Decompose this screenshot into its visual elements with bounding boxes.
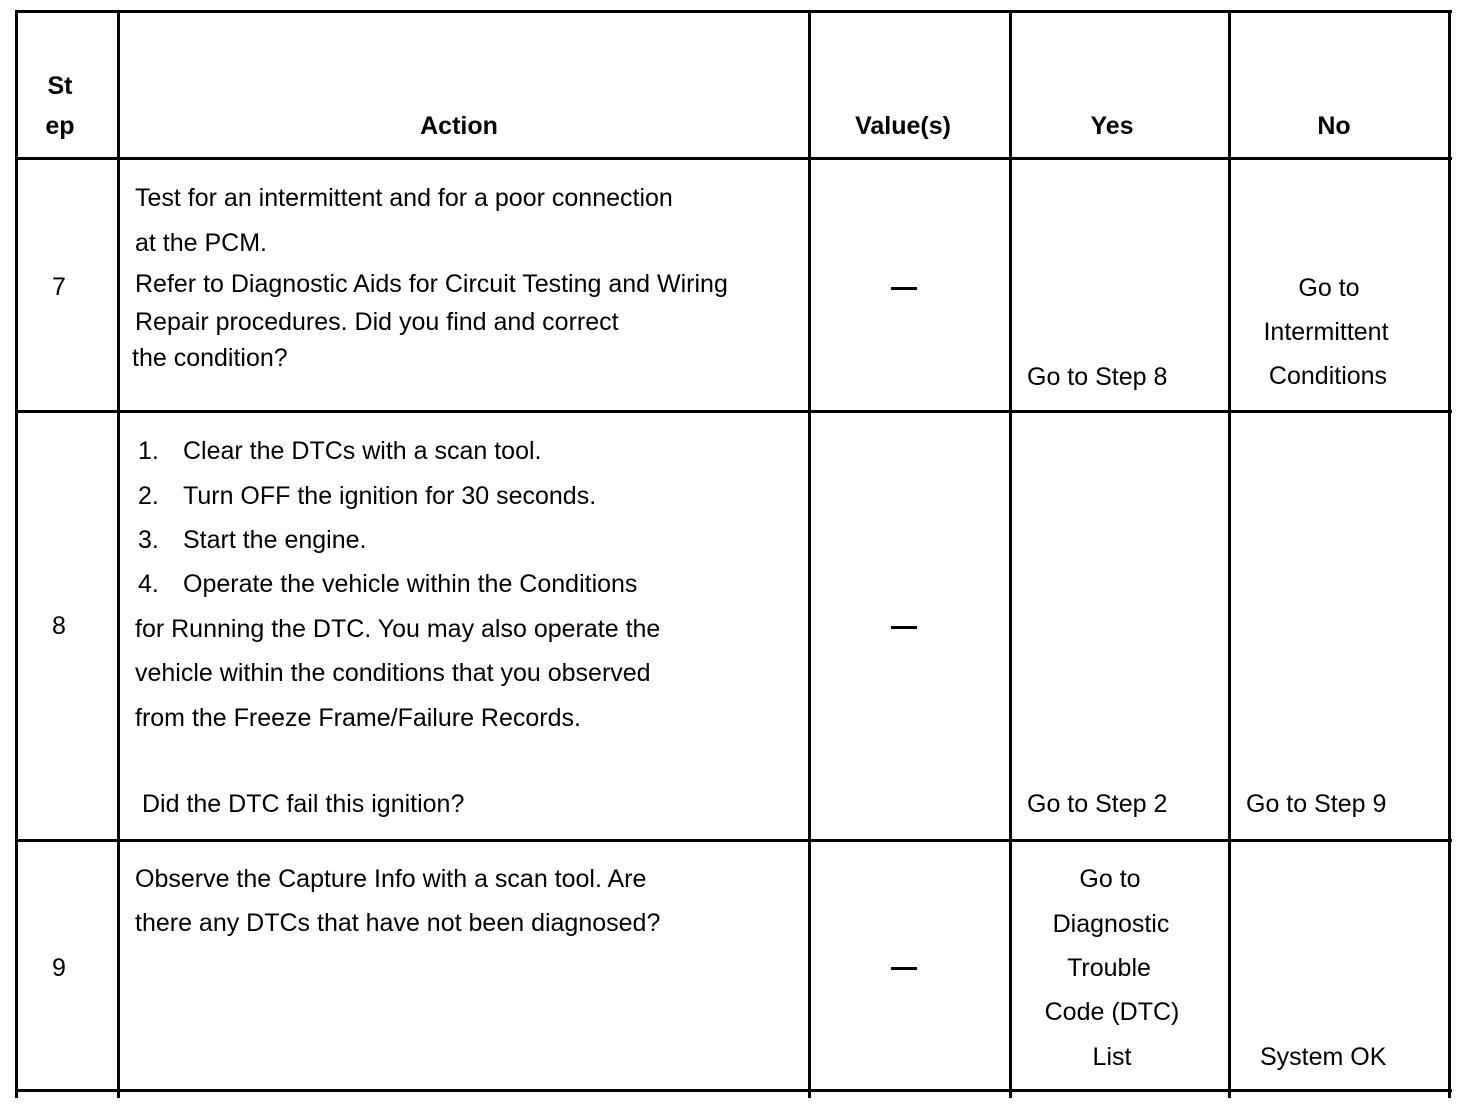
list-number: 3. xyxy=(138,526,159,554)
list-text: Clear the DTCs with a scan tool. xyxy=(183,437,542,465)
action-line: Refer to Diagnostic Aids for Circuit Testing and Wiring xyxy=(135,270,728,298)
action-line: the condition? xyxy=(132,344,288,372)
header-values: Value(s) xyxy=(855,112,951,140)
yes-outcome: Go to Step 8 xyxy=(1027,363,1168,391)
yes-outcome: Go to Step 2 xyxy=(1027,790,1168,818)
table-border-right xyxy=(1448,10,1451,1098)
step-number: 7 xyxy=(52,273,66,301)
list-number: 1. xyxy=(138,437,159,465)
column-divider-yes-no xyxy=(1228,10,1231,1098)
column-divider-step-action xyxy=(117,10,120,1098)
yes-outcome-line: List xyxy=(1092,1043,1132,1071)
list-number: 4. xyxy=(138,570,159,598)
table-border-top xyxy=(15,10,1452,13)
action-line: there any DTCs that have not been diagnosed? xyxy=(135,909,661,937)
table-border-left xyxy=(15,10,18,1098)
action-line: for Running the DTC. You may also operate the xyxy=(135,615,661,643)
no-outcome-line: Go to xyxy=(1298,274,1360,302)
no-outcome: System OK xyxy=(1260,1043,1387,1071)
header-action: Action xyxy=(420,112,498,140)
action-line: vehicle within the conditions that you observed xyxy=(135,659,651,687)
table-border-bottom xyxy=(15,1089,1452,1092)
action-question: Did the DTC fail this ignition? xyxy=(142,790,465,818)
value-dash xyxy=(891,626,917,629)
yes-outcome-line: Code (DTC) xyxy=(1044,998,1180,1026)
no-outcome-line: Conditions xyxy=(1268,362,1388,390)
header-step-line2: ep xyxy=(45,112,75,140)
no-outcome: Go to Step 9 xyxy=(1246,790,1387,818)
value-dash xyxy=(891,287,917,290)
list-number: 2. xyxy=(138,482,159,510)
yes-outcome-line: Trouble xyxy=(1067,954,1151,982)
step-number: 8 xyxy=(52,612,66,640)
column-divider-action-values xyxy=(808,10,811,1098)
list-text: Operate the vehicle within the Conditions xyxy=(183,570,638,598)
yes-outcome-line: Diagnostic xyxy=(1052,910,1170,938)
column-divider-values-yes xyxy=(1009,10,1012,1098)
header-yes: Yes xyxy=(1090,112,1134,140)
no-outcome-line: Intermittent xyxy=(1263,318,1389,346)
header-step-line1: St xyxy=(47,72,73,100)
value-dash xyxy=(891,967,917,970)
step-number: 9 xyxy=(52,954,66,982)
header-no: No xyxy=(1317,112,1351,140)
action-line: Repair procedures. Did you find and correct xyxy=(135,308,619,336)
row-divider-8-9 xyxy=(15,839,1452,842)
list-text: Start the engine. xyxy=(183,526,367,554)
action-line: at the PCM. xyxy=(135,229,267,257)
action-line: Test for an intermittent and for a poor connection xyxy=(135,184,673,212)
header-row-divider xyxy=(15,157,1452,160)
action-line: from the Freeze Frame/Failure Records. xyxy=(135,704,581,732)
action-line: Observe the Capture Info with a scan tool. Are xyxy=(135,865,647,893)
list-text: Turn OFF the ignition for 30 seconds. xyxy=(183,482,597,510)
row-divider-7-8 xyxy=(15,410,1452,413)
yes-outcome-line: Go to xyxy=(1079,865,1141,893)
